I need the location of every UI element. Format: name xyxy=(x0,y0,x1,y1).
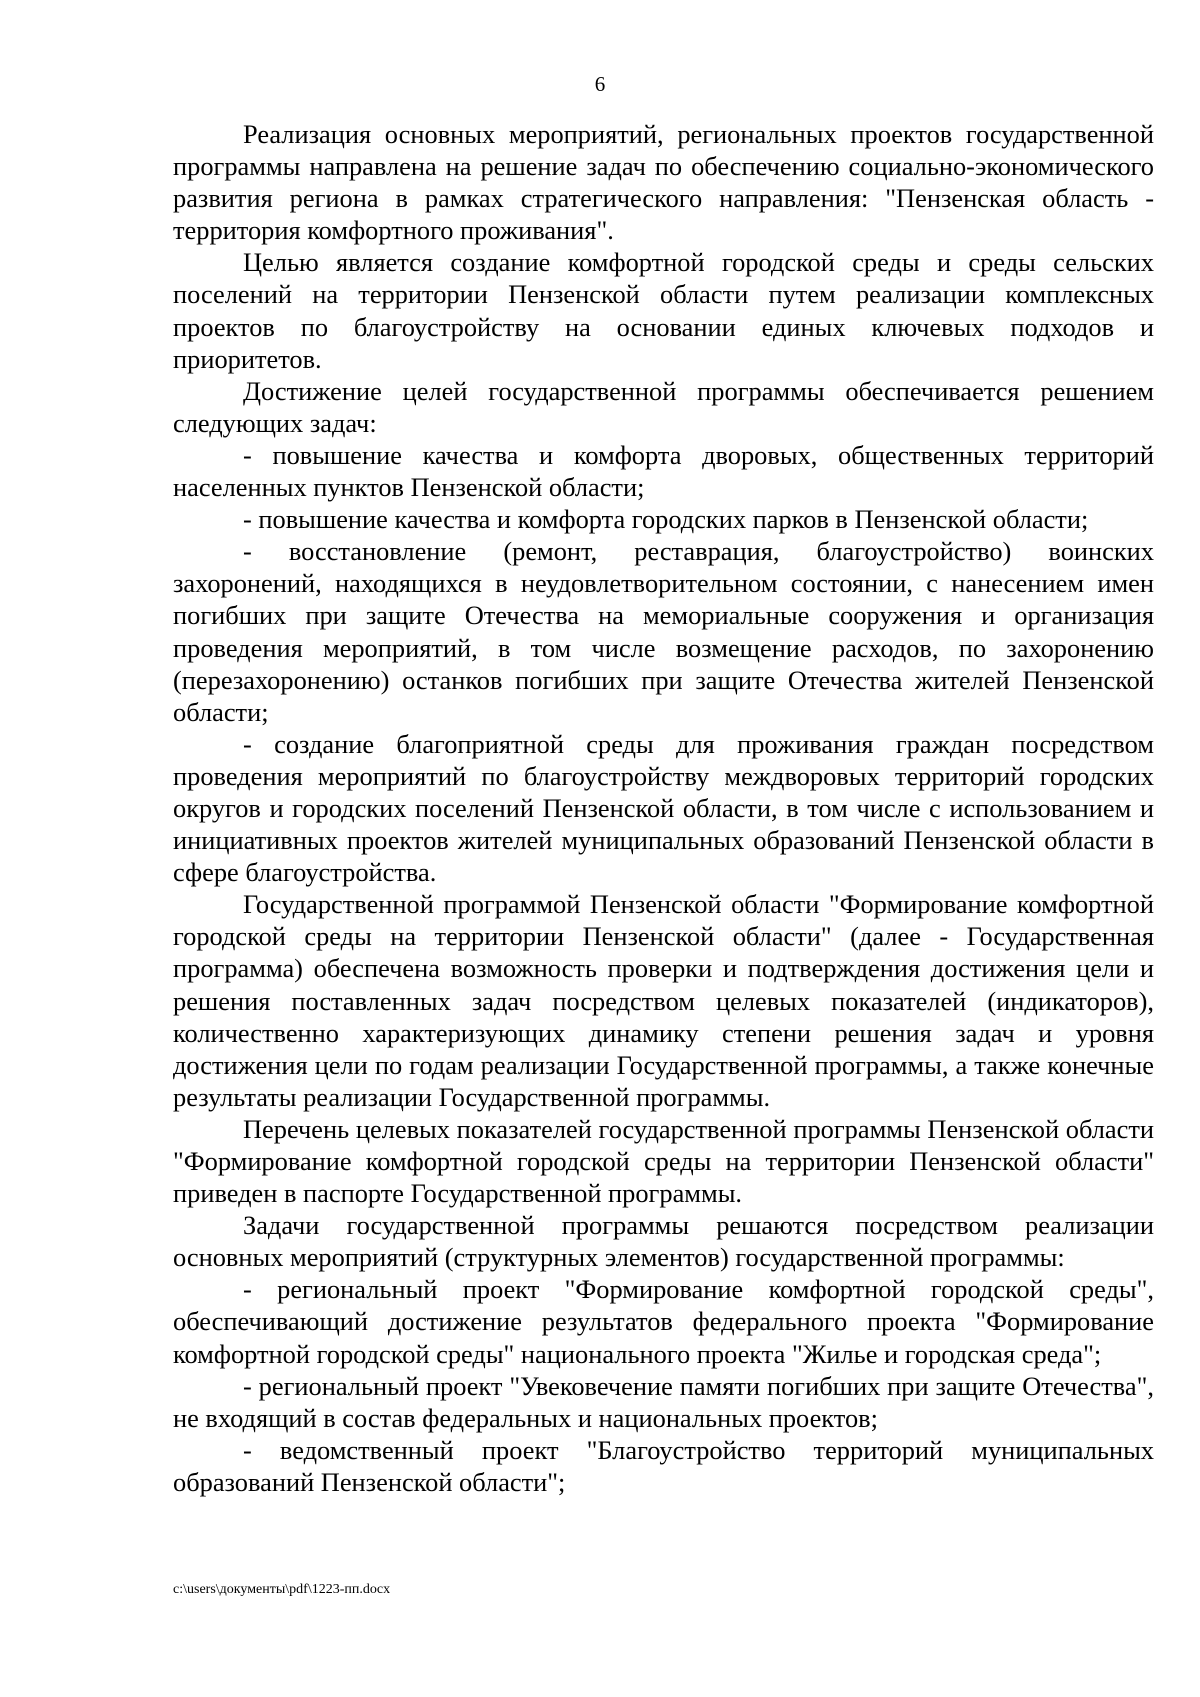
document-body xyxy=(173,118,1154,1498)
page-number: 6 xyxy=(594,72,606,96)
list-item: - повышение качества и комфорта дворовых, общественных территорий населенных пунктов Пензенской области; xyxy=(173,439,1154,503)
list-item: - повышение качества и комфорта городских парков в Пензенской области; xyxy=(243,504,1089,535)
list-item: - ведомственный проект "Благоустройство территорий муниципальных образований Пензенской области"; xyxy=(173,1434,1154,1497)
list-item: - создание благоприятной среды для проживания граждан посредством проведения мероприятий по благоустройству междворовых территорий городских округов и городских поселений Пензенской области, в том числе с использованием и инициативных проектов жителей муниципальных образований Пензенской области в сфере благоустройства. xyxy=(173,728,1154,888)
paragraph: Целью является создание комфортной городской среды и среды сельских поселений на территории Пензенской области путем реализации комплексных проектов по благоустройству на основании единых ключевых подходов и приоритетов. xyxy=(173,247,1154,374)
paragraph: Перечень целевых показателей государственной программы Пензенской области "Формирование комфортной городской среды на территории Пензенской области" приведен в паспорте Государственной программы. xyxy=(173,1113,1154,1209)
list-item: - региональный проект "Увековечение памяти погибших при защите Отечества", не входящий в состав федеральных и национальных проектов; xyxy=(173,1370,1154,1433)
footer-file-path: c:\users\документы\pdf\1223-пп.docx xyxy=(173,1582,391,1597)
paragraph: Реализация основных мероприятий, региональных проектов государственной программы направлена на решение задач по обеспечению социально-экономического развития региона в рамках стратегического направления: "Пензенская область - территория комфортного проживания". xyxy=(173,119,1154,246)
list-item: - восстановление (ремонт, реставрация, благоустройство) воинских захоронений, находящихся в неудовлетворительном состоянии, с нанесением имен погибших при защите Отечества на мемориальные сооружения и организация проведения мероприятий, в том числе возмещение расходов, по захоронению (перезахоронению) останков погибших при защите Отечества жителей Пензенской области; xyxy=(173,536,1154,727)
paragraph: Государственной программой Пензенской области "Формирование комфортной городской среды на территории Пензенской области" (далее - Государственная программа) обеспечена возможность проверки и подтверждения достижения цели и решения поставленных задач посредством целевых показателей (индикаторов), количественно характеризующих динамику степени решения задач и уровня достижения цели по годам реализации Государственной программы, а также конечные результаты реализации Государственной программы. xyxy=(173,889,1154,1112)
paragraph: Задачи государственной программы решаются посредством реализации основных мероприятий (структурных элементов) государственной программы: xyxy=(173,1210,1154,1273)
paragraph: Достижение целей государственной программы обеспечивается решением следующих задач: xyxy=(173,375,1154,438)
list-item: - региональный проект "Формирование комфортной городской среды", обеспечивающий достижение результатов федерального проекта "Формирование комфортной городской среды" национального проекта "Жилье и городская среда"; xyxy=(173,1274,1154,1369)
